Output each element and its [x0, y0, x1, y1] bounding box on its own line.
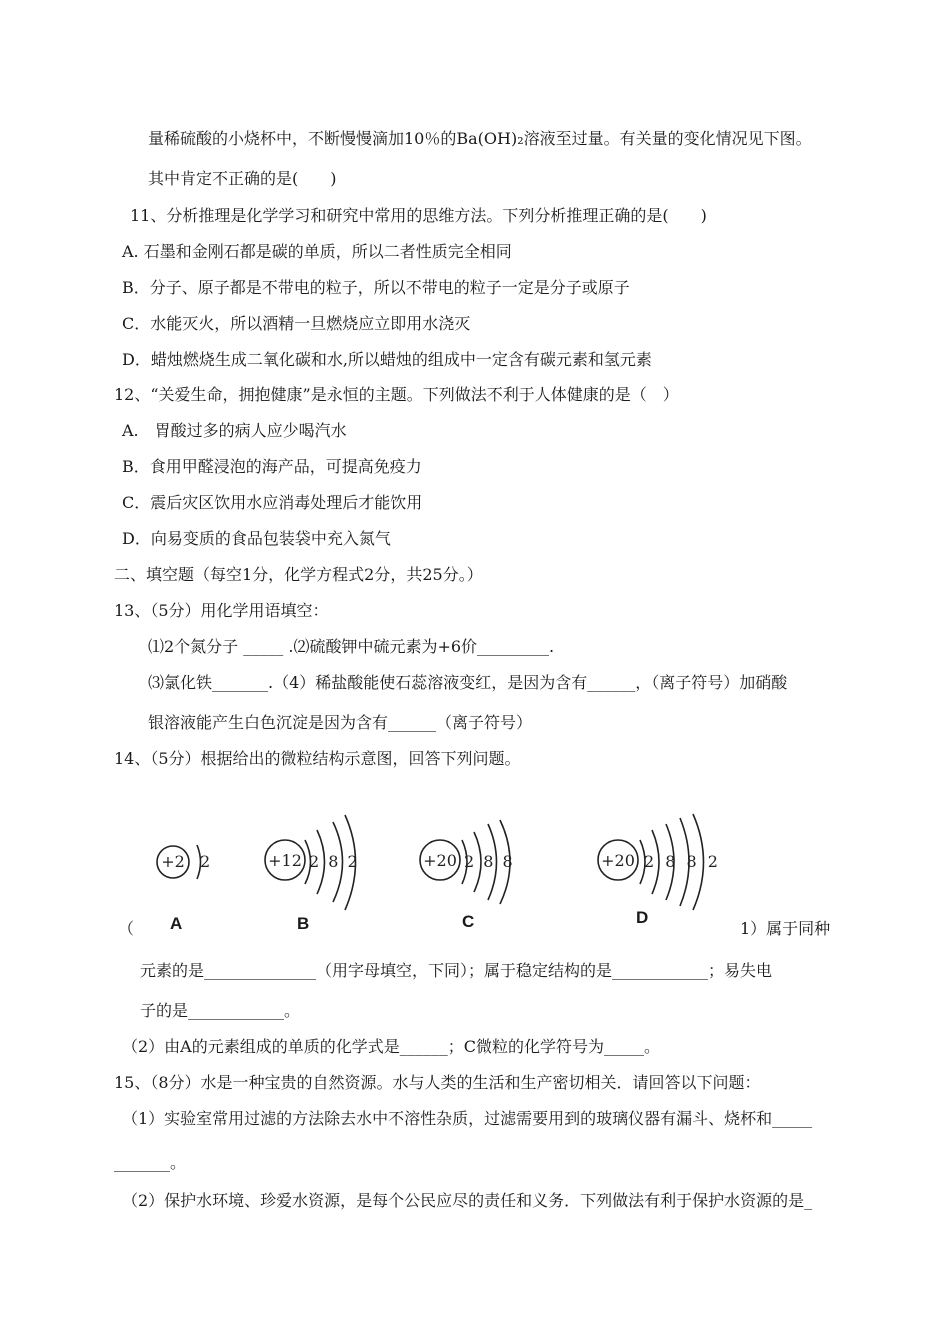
text-line: 量稀硫酸的小烧杯中，不断慢慢滴加10％的Ba(OH)₂溶液至过量。有关量的变化情况见下图。 [148, 129, 812, 148]
text-line: （2）保护水环境、珍爱水资源，是每个公民应尽的责任和义务．下列做法有利于保护水资源的是_ [122, 1191, 813, 1210]
question-13: 13、（5分）用化学用语填空： [114, 601, 329, 620]
atom-label-a: A [170, 914, 183, 933]
atom-label-b: B [297, 914, 310, 933]
question-12: 12、“关爱生命，拥抱健康”是永恒的主题。下列做法不利于人体健康的是（ ） [114, 385, 679, 404]
nucleus-charge-c: +20 [423, 851, 457, 870]
text-line: ⑶氯化铁_______.（4）稀盐酸能使石蕊溶液变红，是因为含有______，（离子符号）加硝酸 [148, 673, 788, 692]
electron-config-b: 2 8 2 [309, 852, 360, 871]
section-heading: 二、填空题（每空1分，化学方程式2分，共25分。） [114, 565, 483, 584]
nucleus-charge-d: +20 [601, 851, 635, 870]
electron-config-d: 2 8 8 2 [644, 852, 721, 871]
question-14: 14、（5分）根据给出的微粒结构示意图，回答下列问题。 [114, 749, 521, 768]
text-line: 其中肯定不正确的是( ) [148, 169, 337, 188]
option-c: C．水能灭火，所以酒精一旦燃烧应立即用水浇灭 [122, 314, 471, 333]
text-line: （1）实验室常用过滤的方法除去水中不溶性杂质，过滤需要用到的玻璃仪器有漏斗、烧杯和_____ [122, 1109, 813, 1128]
option-d: D．向易变质的食品包装袋中充入氮气 [122, 529, 391, 548]
nucleus-charge-a: +2 [161, 852, 185, 871]
question-11: 11、分析推理是化学学习和研究中常用的思维方法。下列分析推理正确的是( ) [130, 206, 707, 225]
text-line: ⑴2个氮分子 _____ .⑵硫酸钾中硫元素为+6价_________. [148, 637, 555, 656]
atom-label-d: D [636, 908, 649, 927]
text-line: （2）由A的元素组成的单质的化学式是______；C微粒的化学符号为_____。 [122, 1037, 660, 1056]
option-a: A. 胃酸过多的病人应少喝汽水 [122, 421, 347, 440]
text-line: 子的是____________。 [140, 1001, 301, 1020]
paren-open: （ [118, 919, 135, 938]
option-d: D．蜡烛燃烧生成二氧化碳和水,所以蜡烛的组成中一定含有碳元素和氢元素 [122, 350, 652, 369]
nucleus-charge-b: +12 [268, 851, 302, 870]
electron-config-a: 2 [200, 852, 211, 871]
text-line: 银溶液能产生白色沉淀是因为含有______（离子符号） [148, 713, 533, 732]
question-15: 15、（8分）水是一种宝贵的自然资源。水与人类的生活和生产密切相关．请回答以下问题： [114, 1073, 761, 1092]
text-line: _______。 [114, 1153, 187, 1172]
atom-label-c: C [462, 912, 475, 931]
option-a: A. 石墨和金刚石都是碳的单质，所以二者性质完全相同 [122, 242, 512, 261]
text-line: 1）属于同种 [740, 919, 831, 938]
option-b: B．食用甲醛浸泡的海产品，可提高免疫力 [122, 457, 422, 476]
option-c: C．震后灾区饮用水应消毒处理后才能饮用 [122, 493, 423, 512]
electron-config-c: 2 8 8 [464, 852, 515, 871]
text-line: 元素的是______________（用字母填空，下同）；属于稳定结构的是____________；易失电 [140, 961, 773, 980]
option-b: B．分子、原子都是不带电的粒子，所以不带电的粒子一定是分子或原子 [122, 278, 630, 297]
